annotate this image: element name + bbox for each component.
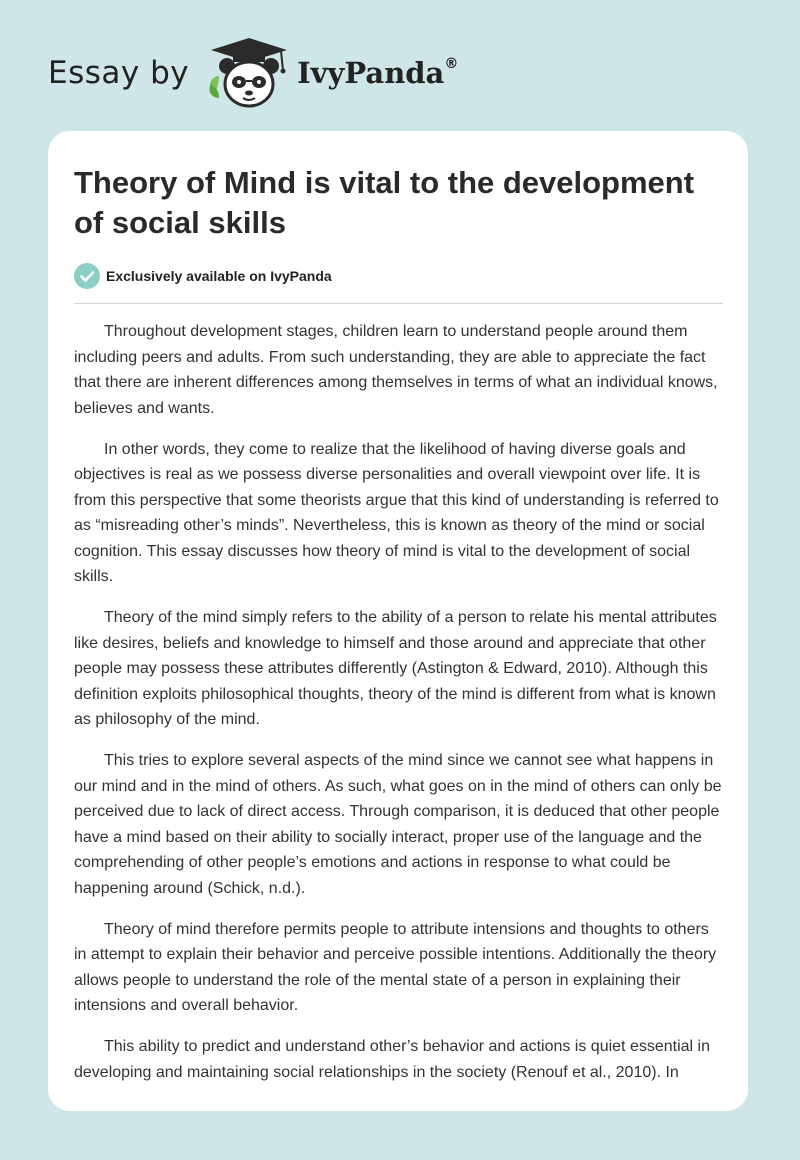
paragraph: This ability to predict and understand other’s behavior and actions is quiet essential in developing and maintaining social relationships in the society (Renouf et al., 2010). In <box>74 1038 710 1081</box>
paragraph: Theory of mind therefore permits people to attribute intensions and thoughts to others in attempt to explain their behavior and perceive possible intentions. Additionally the theory allows people to understand the role of the mental state of a person in explaining their intensions and overall behavior. <box>74 920 717 1014</box>
paragraph: In other words, they come to realize that the likelihood of having diverse goals and objectives is real as we possess diverse personalities and overall viewpoint over life. It is from this perspective that some theorists argue that this kind of understanding is referred to as “misreading other’s minds”. Nevertheless, this is known as theory of the mind or social cognition. This essay discusses how theory of mind is vital to the development of social skills. <box>74 440 719 585</box>
registered-mark: ® <box>444 56 459 73</box>
exclusive-badge-label: Exclusively available on IvyPanda <box>106 268 332 284</box>
paragraph: This tries to explore several aspects of the mind since we cannot see what happens in our mind and in the mind of others. As such, what goes on in the mind of others can only be perceived due to lack of direct access. Through comparison, it is deduced that other people have a mind based on their ability to socially interact, proper use of the language and the comprehending of other people’s emotions and actions in response to what could be happening around (Schick, n.d.). <box>74 752 722 897</box>
paragraph: Theory of the mind simply refers to the ability of a person to relate his mental attributes like desires, beliefs and knowledge to himself and those around and appreciate that other people may possess these attributes differently (Astington & Edward, 2010). Although this definition exploits philosophical thoughts, theory of the mind is different from what is known as philosophy of the mind. <box>74 609 717 728</box>
essay-card <box>48 131 748 1111</box>
check-circle-icon <box>74 263 100 289</box>
divider <box>74 303 723 304</box>
site-header[interactable] <box>48 36 458 110</box>
paragraph: Throughout development stages, children learn to understand people around them including peers and adults. From such understanding, they are able to appreciate the fact that there are inherent differences among themselves in terms of what an individual knows, believes and wants. <box>74 323 718 417</box>
essay-title: Theory of Mind is vital to the development of social skills <box>74 165 695 240</box>
essay-by-label: Essay by <box>48 55 190 91</box>
brand-name: IvyPanda® <box>297 56 459 90</box>
exclusive-badge <box>74 262 332 290</box>
essay-body <box>74 319 724 1101</box>
panda-graduate-icon <box>203 36 295 110</box>
